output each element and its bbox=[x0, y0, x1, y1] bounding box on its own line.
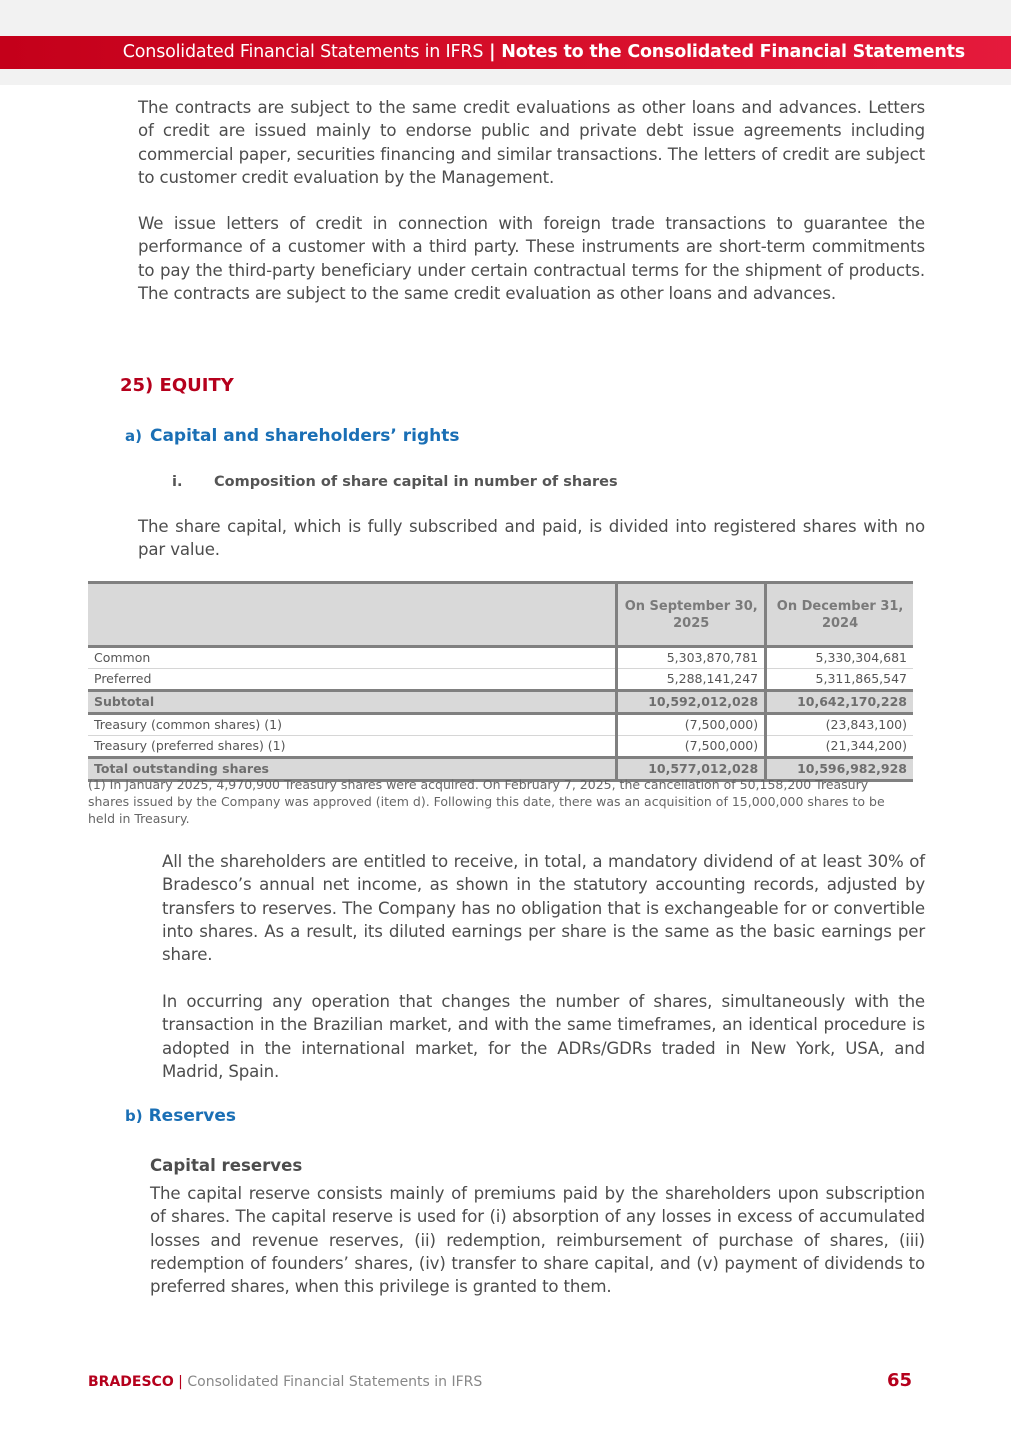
top-band bbox=[0, 0, 1011, 36]
row-value-sep-2025: 5,288,141,247 bbox=[617, 669, 766, 691]
page-footer bbox=[88, 1374, 482, 1390]
dividends-paragraph-1: All the shareholders are entitled to receive, in total, a mandatory dividend of at least 30% of Bradesco’s annual net income, as shown in the statutory accounting records, adjusted by transfers to reserves. The Company has no obligation that is exchangeable for or convertible into shares. As a result, its diluted earnings per share is the same as the basic earnings per share. bbox=[162, 852, 925, 965]
table-header-row bbox=[88, 583, 913, 647]
table-row bbox=[88, 647, 913, 669]
subsection-i-marker: i. bbox=[172, 474, 183, 490]
header-separator: | bbox=[483, 42, 502, 62]
section-title-equity: 25) EQUITY bbox=[120, 375, 234, 396]
row-value-dec-2024: 5,311,865,547 bbox=[766, 669, 913, 691]
share-composition-table bbox=[88, 581, 913, 782]
subsection-a-heading bbox=[125, 426, 459, 446]
dividends-paragraph-2: In occurring any operation that changes the number of shares, simultaneously with the transaction in the Brazilian market, and with the same timeframes, an identical procedure is adopted in the international market, for the ADRs/GDRs traded in New York, USA, and Madrid, Spain. bbox=[162, 992, 925, 1081]
footer-brand: BRADESCO bbox=[88, 1374, 174, 1390]
row-value-sep-2025: 10,592,012,028 bbox=[617, 691, 766, 714]
subsection-b-marker: b) bbox=[125, 1107, 143, 1125]
row-value-sep-2025: (7,500,000) bbox=[617, 736, 766, 758]
header-sub-band bbox=[0, 69, 1011, 85]
header-title-bold: Notes to the Consolidated Financial Statements bbox=[501, 42, 965, 62]
table-header-sep-2025: On September 30, 2025 bbox=[617, 583, 766, 647]
subsection-i-heading bbox=[172, 474, 618, 490]
intro-paragraph-1: The contracts are subject to the same credit evaluations as other loans and advances. Letters of credit are issued mainly to endorse public and private debt issue agreements including commercial paper, securities financing and similar transactions. The letters of credit are subject to customer credit evaluation by the Management. bbox=[138, 98, 925, 187]
table-row bbox=[88, 714, 913, 736]
subsection-b-title: Reserves bbox=[148, 1106, 236, 1126]
footer-separator: | bbox=[173, 1374, 188, 1390]
row-label: Total outstanding shares bbox=[88, 758, 617, 781]
table-footnote: (1) In January 2025, 4,970,900 Treasury shares were acquired. On February 7, 2025, the cancellation of 50,158,200 Treasury shares issued by the Company was approved (item d). Following this date, there was an acquisition of 15,000,000 shares to be held in Treasury. bbox=[88, 777, 885, 826]
table-row bbox=[88, 736, 913, 758]
row-value-dec-2024: (21,344,200) bbox=[766, 736, 913, 758]
subsection-a-marker: a) bbox=[125, 427, 142, 445]
footer-doc-title: Consolidated Financial Statements in IFRS bbox=[187, 1374, 483, 1390]
row-value-dec-2024: 5,330,304,681 bbox=[766, 647, 913, 669]
table-header-dec-2024: On December 31, 2024 bbox=[766, 583, 913, 647]
table-row-subtotal bbox=[88, 691, 913, 714]
subsection-i-title: Composition of share capital in number of shares bbox=[214, 474, 618, 490]
row-label: Preferred bbox=[88, 669, 617, 691]
row-value-dec-2024: 10,642,170,228 bbox=[766, 691, 913, 714]
row-label: Subtotal bbox=[88, 691, 617, 714]
page-number: 65 bbox=[886, 1370, 912, 1391]
row-label: Treasury (common shares) (1) bbox=[88, 714, 617, 736]
row-value-dec-2024: 10,596,982,928 bbox=[766, 758, 913, 781]
row-label: Treasury (preferred shares) (1) bbox=[88, 736, 617, 758]
capital-reserves-title: Capital reserves bbox=[150, 1156, 303, 1175]
capital-reserves-paragraph: The capital reserve consists mainly of premiums paid by the shareholders upon subscription of shares. The capital reserve is used for (i) absorption of any losses in excess of accumulated losses and revenue reserves, (ii) redemption, reimbursement of purchase of shares, (iii) redemption of founders’ shares, (iv) transfer to share capital, and (v) payment of dividends to preferred shares, when this privilege is granted to them. bbox=[150, 1184, 925, 1297]
subsection-b-heading bbox=[125, 1106, 236, 1126]
table-header-label bbox=[88, 583, 617, 647]
table-row bbox=[88, 669, 913, 691]
row-value-sep-2025: 10,577,012,028 bbox=[617, 758, 766, 781]
row-label: Common bbox=[88, 647, 617, 669]
subsection-a-title: Capital and shareholders’ rights bbox=[149, 426, 460, 446]
row-value-dec-2024: (23,843,100) bbox=[766, 714, 913, 736]
row-value-sep-2025: 5,303,870,781 bbox=[617, 647, 766, 669]
row-value-sep-2025: (7,500,000) bbox=[617, 714, 766, 736]
page-header bbox=[0, 36, 1011, 69]
intro-paragraph-2: We issue letters of credit in connection with foreign trade transactions to guarantee the performance of a customer with a third party. These instruments are short-term commitments to pay the third-party beneficiary under certain contractual terms for the shipment of products. The contracts are subject to the same credit evaluation as other loans and advances. bbox=[138, 214, 925, 303]
share-capital-paragraph: The share capital, which is fully subscribed and paid, is divided into registered shares with no par value. bbox=[138, 517, 925, 560]
header-title-light: Consolidated Financial Statements in IFRS bbox=[122, 42, 484, 62]
